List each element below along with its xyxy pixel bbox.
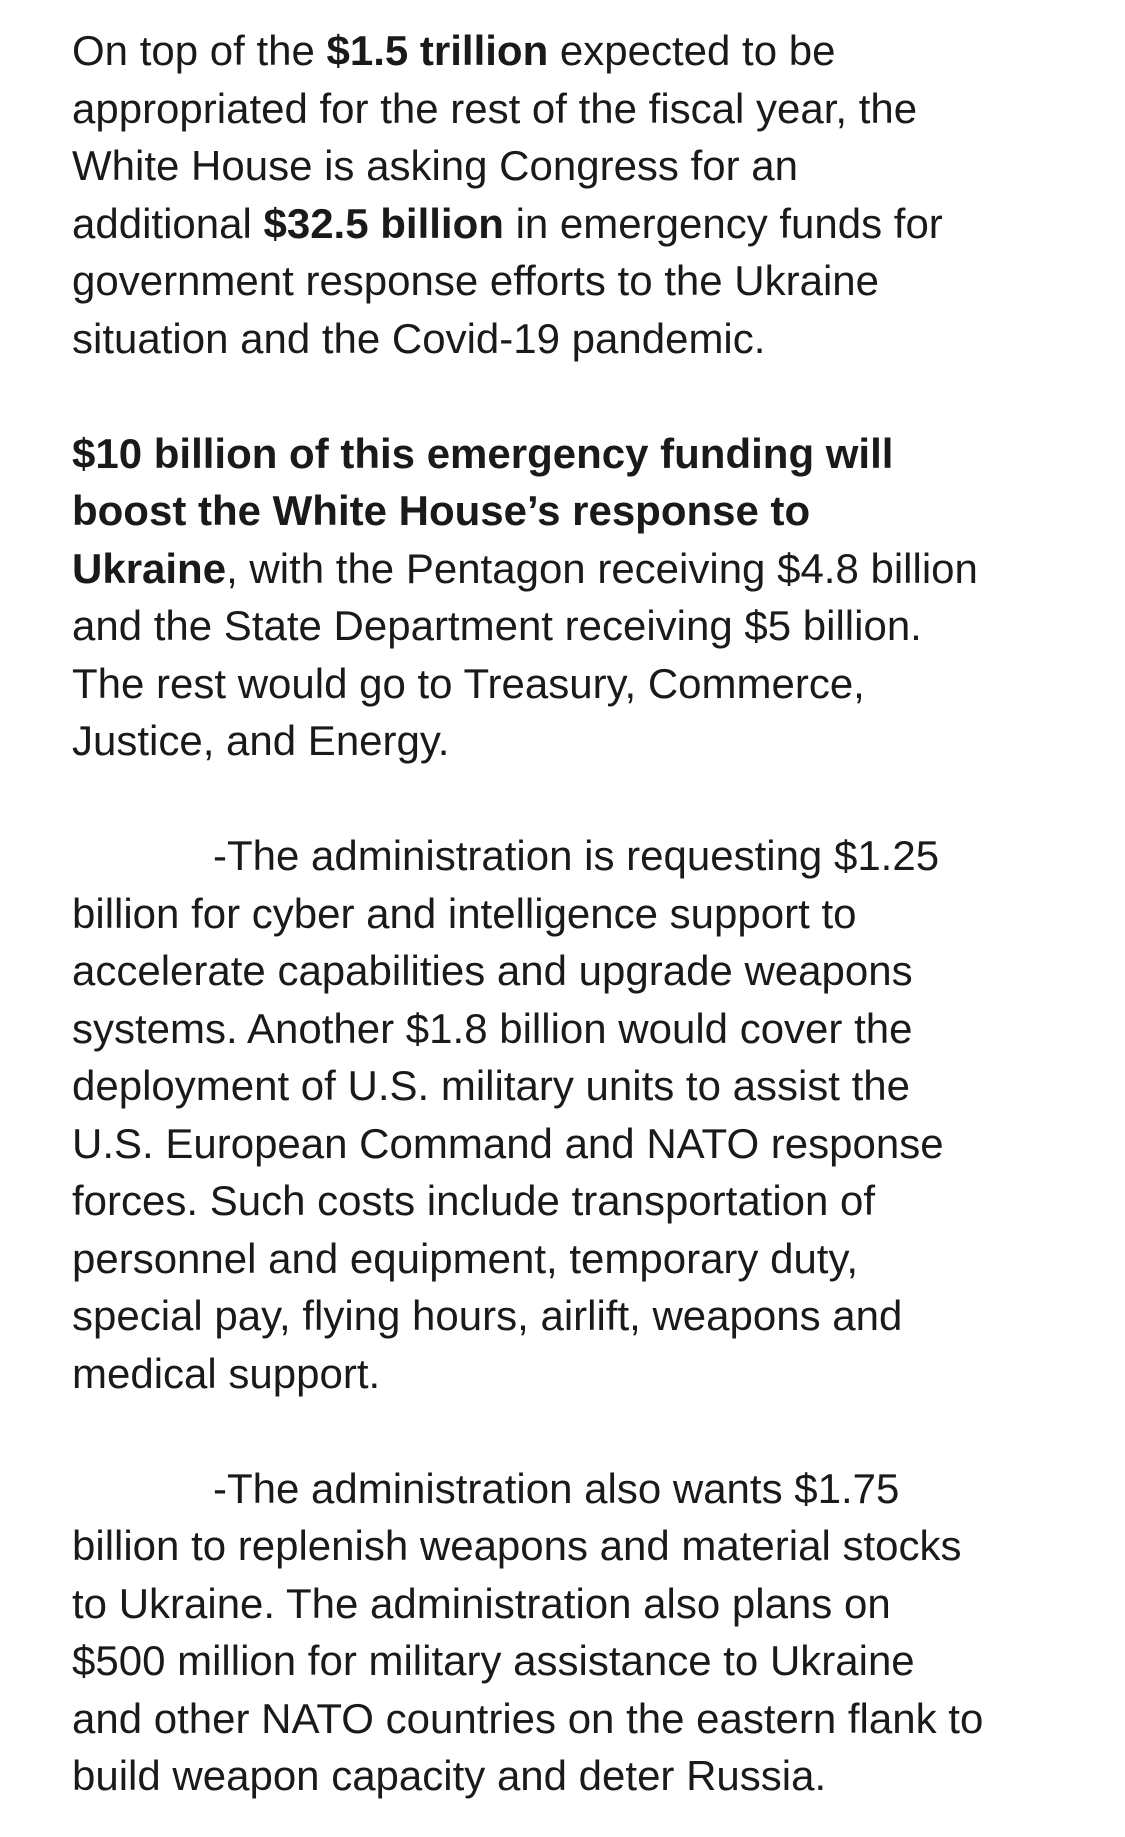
text-line: -The administration is requesting $1.25 [213, 832, 940, 879]
text-line [72, 540, 1072, 598]
text-line: boost the White House’s response to [72, 487, 811, 534]
text-line: billion to replenish weapons and material stocks [72, 1522, 962, 1569]
text-line: accelerate capabilities and upgrade weapons [72, 947, 913, 994]
paragraph-ukraine-response [72, 425, 1072, 770]
text-line: forces. Such costs include transportation of [72, 1177, 876, 1224]
text-run: additional [72, 199, 264, 247]
paragraph-weapons-replenish [72, 1460, 1072, 1805]
text-line: medical support. [72, 1349, 381, 1397]
text-line: to Ukraine. The administration also plans on [72, 1579, 891, 1627]
text-line: $500 million for military assistance to Ukraine [72, 1637, 915, 1684]
text-line: U.S. European Command and NATO response [72, 1119, 944, 1167]
paragraph-budget-overview [72, 22, 1072, 367]
bold-term: Ukraine [72, 544, 227, 592]
text-run: expected to be [548, 27, 836, 74]
text-line: government response efforts to the Ukraine [72, 257, 880, 304]
text-line: and other NATO countries on the eastern flank to [72, 1694, 984, 1742]
text-line: -The administration also wants $1.75 [213, 1464, 900, 1512]
text-run: in emergency funds for [503, 199, 943, 247]
document-body [72, 22, 1072, 1805]
text-line: situation and the Covid-19 pandemic. [72, 314, 766, 362]
text-line: billion for cyber and intelligence support to [72, 889, 857, 937]
bold-amount: $32.5 billion [263, 199, 504, 247]
bold-amount: $1.5 trillion [326, 27, 549, 74]
text-run: , with the Pentagon receiving $4.8 billion [226, 544, 978, 592]
text-line: appropriated for the rest of the fiscal year, the [72, 84, 918, 132]
text-line: White House is asking Congress for an [72, 142, 798, 189]
text-line: deployment of U.S. military units to assist the [72, 1062, 911, 1109]
text-line: special pay, flying hours, airlift, weapons and [72, 1292, 903, 1339]
text-line [72, 22, 1072, 80]
text-line: systems. Another $1.8 billion would cover the [72, 1004, 913, 1052]
text-line: and the State Department receiving $5 billion. [72, 602, 922, 649]
paragraph-cyber-deployment [72, 827, 1072, 1402]
text-line: build weapon capacity and deter Russia. [72, 1752, 827, 1799]
text-line: $10 billion of this emergency funding will [72, 429, 894, 477]
text-run: On top of the [72, 27, 327, 74]
text-line: Justice, and Energy. [72, 717, 450, 764]
text-line: The rest would go to Treasury, Commerce, [72, 659, 865, 707]
text-line: personnel and equipment, temporary duty, [72, 1234, 859, 1282]
text-line [72, 195, 1072, 253]
